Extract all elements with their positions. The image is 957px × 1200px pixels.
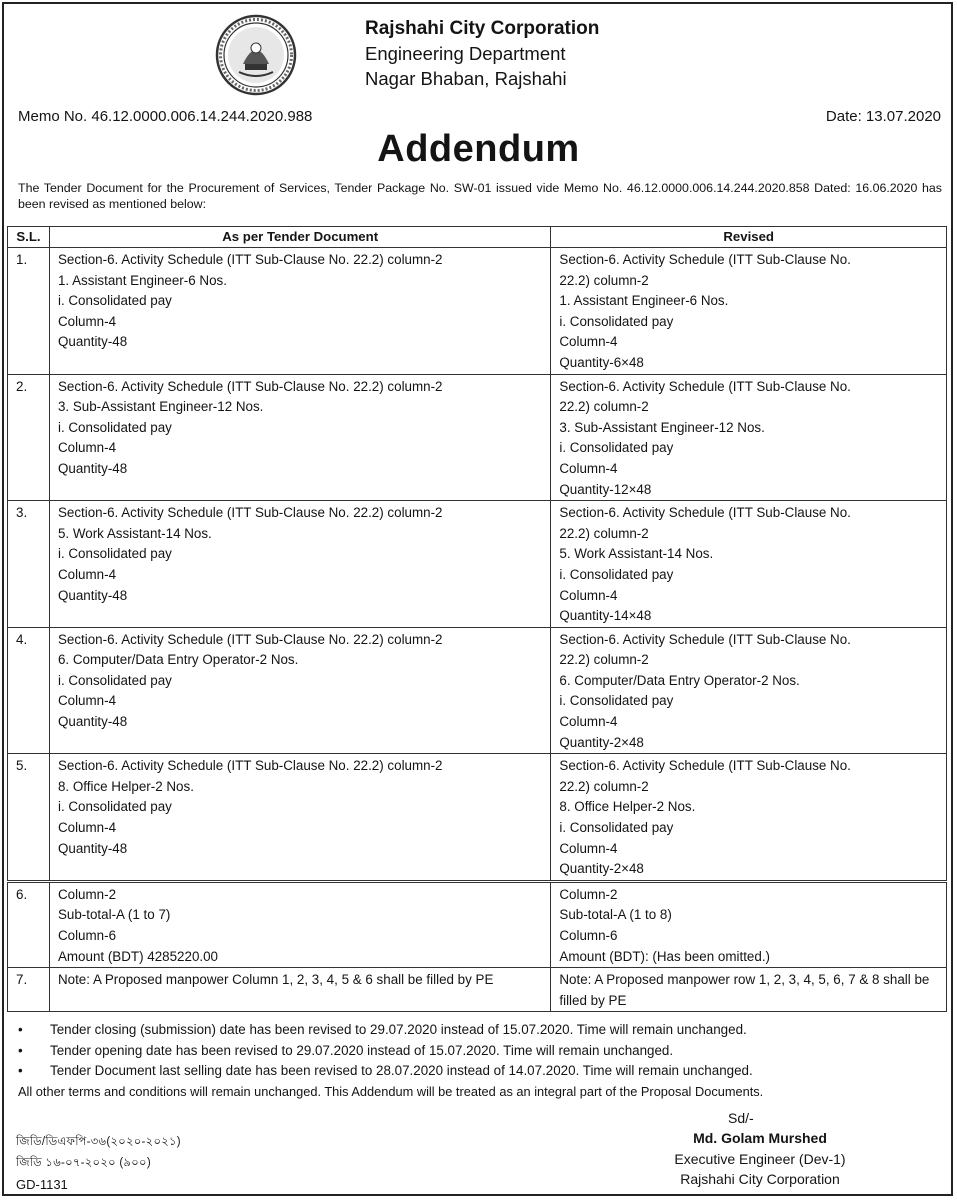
revised-line: 1. Assistant Engineer-6 Nos. — [559, 293, 729, 309]
row-original-cell — [49, 881, 550, 967]
revised-line: 5. Work Assistant-14 Nos. — [559, 546, 714, 562]
original-line: Sub-total-A (1 to 7) — [57, 907, 171, 923]
memo-number: Memo No. 46.12.0000.006.14.244.2020.988 — [18, 108, 313, 125]
revised-line: i. Consolidated pay — [559, 566, 674, 582]
row-original-cell — [49, 248, 550, 375]
row-sl: 7. — [8, 968, 50, 1012]
table-row — [8, 374, 947, 501]
revised-line: Quantity-14×48 — [559, 608, 652, 624]
revised-line: Sub-total-A (1 to 8) — [559, 907, 672, 923]
revised-line: Section-6. Activity Schedule (ITT Sub-Clause No. — [559, 505, 851, 521]
signatory-name: Md. Golam Murshed — [693, 1130, 827, 1147]
revised-line: Column-4 — [559, 587, 618, 603]
revised-line: 22.2) column-2 — [559, 399, 649, 415]
table-row — [8, 627, 947, 754]
footer-block — [16, 1132, 181, 1195]
revised-line: Section-6. Activity Schedule (ITT Sub-Clause No. — [559, 252, 851, 267]
original-line: 3. Sub-Assistant Engineer-12 Nos. — [57, 399, 264, 415]
note-closing-date — [18, 1020, 938, 1041]
memo-date: Date: 13.07.2020 — [825, 108, 941, 125]
original-line: Quantity-48 — [57, 714, 128, 730]
org-name: Rajshahi City Corporation — [365, 18, 600, 39]
city-corporation-seal — [215, 14, 297, 96]
revised-line: Column-4 — [559, 460, 618, 476]
revised-line: i. Consolidated pay — [559, 820, 674, 836]
table-row — [8, 881, 947, 967]
revised-line: Column-4 — [559, 334, 618, 350]
revised-line: i. Consolidated pay — [559, 693, 674, 709]
row-original-cell — [49, 968, 550, 1012]
original-line: 5. Work Assistant-14 Nos. — [57, 525, 212, 541]
header-original: As per Tender Document — [49, 227, 550, 248]
original-line: i. Consolidated pay — [57, 546, 172, 562]
revised-line: 22.2) column-2 — [559, 272, 649, 288]
revised-line: Section-6. Activity Schedule (ITT Sub-Clause No. — [559, 758, 851, 774]
original-line: Section-6. Activity Schedule (ITT Sub-Clause No. 22.2) column-2 — [57, 505, 443, 521]
table-row — [8, 754, 947, 882]
original-line: 1. Assistant Engineer-6 Nos. — [57, 272, 227, 288]
revised-line: Quantity-2×48 — [559, 861, 644, 877]
revised-line: Amount (BDT): (Has been omitted.) — [559, 948, 770, 964]
row-revised-cell — [551, 627, 947, 754]
original-line: Column-4 — [57, 440, 117, 456]
table-row — [8, 968, 947, 1012]
intro-paragraph: The Tender Document for the Procurement of Services, Tender Package No. SW-01 issued vide Memo No. 46.12.0000.006.14.244.2020.858 Dated: 16.06.2020 has been revised as mentioned below: — [18, 181, 942, 211]
bullet-icon: • — [18, 1042, 23, 1058]
row-sl: 1. — [8, 248, 50, 375]
row-sl: 4. — [8, 627, 50, 754]
bullet-icon: • — [18, 1022, 23, 1037]
revised-line: Column-6 — [559, 928, 618, 943]
original-line: Quantity-48 — [57, 334, 128, 350]
signature-sd: Sd/- — [728, 1110, 754, 1126]
original-line: Section-6. Activity Schedule (ITT Sub-Clause No. 22.2) column-2 — [57, 631, 443, 647]
organization-header — [365, 16, 625, 91]
row-revised-cell — [551, 754, 947, 882]
department-name: Engineering Department — [365, 43, 566, 64]
table-header-row — [8, 227, 947, 248]
revised-line: Quantity-2×48 — [559, 734, 644, 750]
footer-gd-date: জিডি ১৬-০৭-২০২০ (৯০০) — [16, 1157, 151, 1169]
original-line: Column-4 — [57, 566, 117, 582]
revised-line: 22.2) column-2 — [559, 778, 649, 794]
original-line: Amount (BDT) 4285220.00 — [57, 948, 219, 964]
original-line: 8. Office Helper-2 Nos. — [57, 778, 194, 794]
row-sl: 5. — [8, 754, 50, 882]
row-revised-cell — [551, 374, 947, 501]
row-original-cell — [49, 501, 550, 628]
table-row — [8, 501, 947, 628]
original-line: Quantity-48 — [57, 460, 128, 476]
original-line: Column-6 — [57, 928, 117, 943]
notes-section — [18, 1020, 938, 1102]
row-original-cell — [49, 754, 550, 882]
revised-line: Section-6. Activity Schedule (ITT Sub-Clause No. — [559, 378, 851, 394]
revised-line: i. Consolidated pay — [559, 440, 674, 456]
original-line: Note: A Proposed manpower Column 1, 2, 3, 4, 5 & 6 shall be filled by PE — [57, 972, 494, 988]
revised-line: Quantity-12×48 — [559, 481, 652, 497]
org-address: Nagar Bhaban, Rajshahi — [365, 68, 567, 89]
header-sl: S.L. — [8, 227, 50, 248]
original-line: Section-6. Activity Schedule (ITT Sub-Clause No. 22.2) column-2 — [57, 378, 443, 394]
row-original-cell — [49, 374, 550, 501]
original-line: i. Consolidated pay — [57, 672, 172, 688]
table-row — [8, 248, 947, 375]
note-selling-date — [18, 1061, 938, 1082]
row-revised-cell — [551, 881, 947, 967]
row-revised-cell — [551, 501, 947, 628]
revised-line: 8. Office Helper-2 Nos. — [559, 799, 696, 815]
row-sl: 2. — [8, 374, 50, 501]
row-original-cell — [49, 627, 550, 754]
footer-dfp-ref: জিডি/ডিএফপি-৩৬(২০২০-২০২১) — [16, 1136, 181, 1148]
note-text: Tender opening date has been revised to 29.07.2020 instead of 15.07.2020. Time will remain unchanged. — [50, 1042, 674, 1058]
revised-line: Column-2 — [559, 886, 618, 902]
note-opening-date — [18, 1041, 938, 1062]
addendum-table — [7, 226, 947, 1012]
revised-line: 6. Computer/Data Entry Operator-2 Nos. — [559, 672, 800, 688]
signature-block — [650, 1108, 870, 1189]
revised-line: 22.2) column-2 — [559, 652, 649, 668]
original-line: Quantity-48 — [57, 840, 128, 856]
revised-line: 3. Sub-Assistant Engineer-12 Nos. — [559, 419, 765, 435]
original-line: Section-6. Activity Schedule (ITT Sub-Clause No. 22.2) column-2 — [57, 758, 443, 774]
note-text: Tender closing (submission) date has been revised to 29.07.2020 instead of 15.07.2020. Time will remain unchanged. — [50, 1022, 747, 1037]
original-line: Column-4 — [57, 313, 117, 329]
original-line: 6. Computer/Data Entry Operator-2 Nos. — [57, 652, 299, 668]
original-line: Section-6. Activity Schedule (ITT Sub-Clause No. 22.2) column-2 — [57, 252, 443, 267]
bullet-icon: • — [18, 1063, 23, 1078]
row-revised-cell — [551, 248, 947, 375]
header-revised: Revised — [551, 227, 947, 248]
original-line: Column-4 — [57, 820, 117, 836]
original-line: Quantity-48 — [57, 587, 128, 603]
revised-line: Section-6. Activity Schedule (ITT Sub-Clause No. — [559, 631, 851, 647]
revised-line: 22.2) column-2 — [559, 525, 649, 541]
revised-line: Column-4 — [559, 840, 618, 856]
row-revised-cell — [551, 968, 947, 1012]
original-line: i. Consolidated pay — [57, 293, 172, 309]
original-line: i. Consolidated pay — [57, 419, 172, 435]
page-title: Addendum — [377, 128, 580, 170]
footer-gd-code: GD-1131 — [16, 1177, 68, 1192]
signatory-designation: Executive Engineer (Dev-1) — [674, 1150, 846, 1167]
original-line: Column-4 — [57, 693, 117, 709]
revised-line: i. Consolidated pay — [559, 313, 674, 329]
revised-line: Quantity-6×48 — [559, 354, 644, 370]
note-text: Tender Document last selling date has been revised to 28.07.2020 instead of 14.07.2020. Time will remain unchanged. — [50, 1063, 753, 1078]
row-sl: 6. — [8, 881, 50, 967]
revised-line: Column-4 — [559, 714, 618, 730]
revised-line: Note: A Proposed manpower row 1, 2, 3, 4, 5, 6, 7 & 8 shall be filled by PE — [559, 972, 930, 1008]
original-line: i. Consolidated pay — [57, 799, 172, 815]
row-sl: 3. — [8, 501, 50, 628]
closing-statement: All other terms and conditions will remain unchanged. This Addendum will be treated as an integral part of the Proposal Documents. — [18, 1083, 764, 1099]
signatory-organization: Rajshahi City Corporation — [680, 1170, 840, 1187]
original-line: Column-2 — [57, 886, 117, 902]
